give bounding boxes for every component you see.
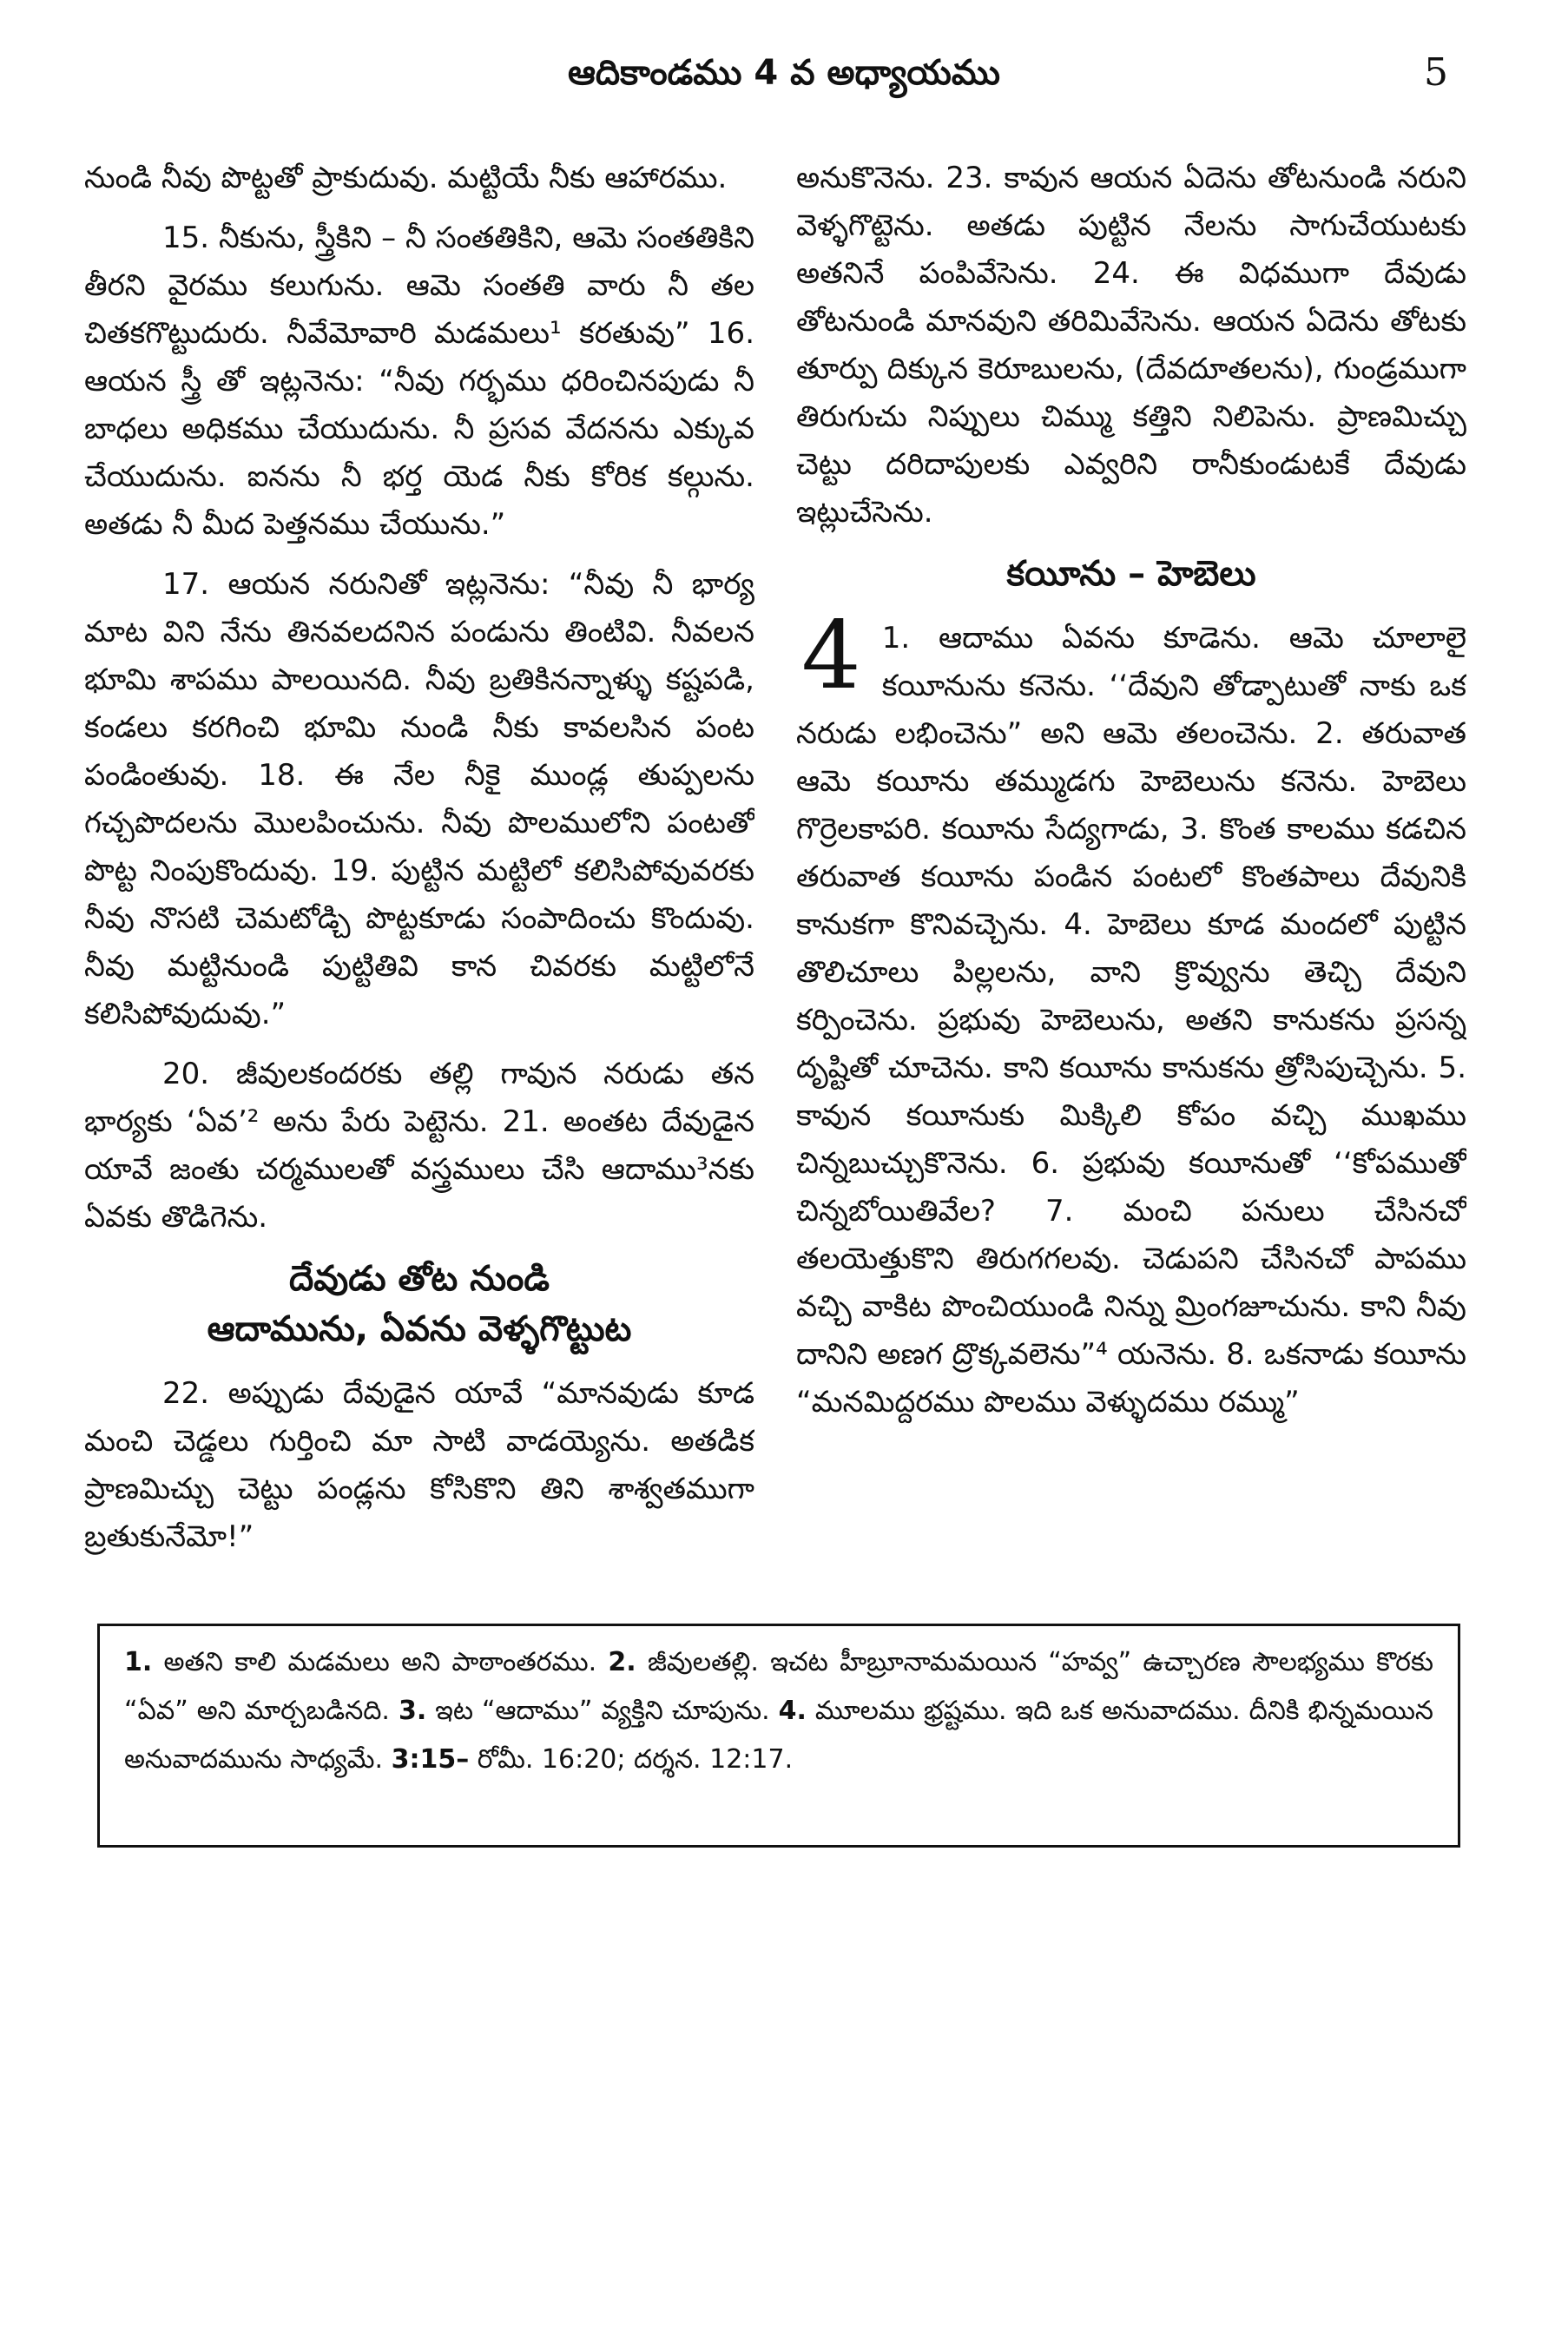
footnote-text: మూలము భ్రష్టము. ఇది ఒక అనువాదము. దీనికి భిన్నమయిన అనువాదమును సాధ్యమే. xyxy=(124,1696,1433,1775)
page-title: ఆదికాండము 4 వ అధ్యాయము xyxy=(567,53,1000,93)
section-heading-line: దేవుడు తోట నుండి xyxy=(289,1259,550,1299)
paragraph: 20. జీవులకందరకు తల్లి గావున నరుడు తన భార్యకు ‘ఏవ’² అను పేరు పెట్టెను. 21. అంతట దేవుడైన యావే జంతు చర్మములతో వస్త్రములు చేసి ఆదాము³నకు ఏవకు తొడిగెను. xyxy=(84,1057,754,1235)
chapter-number: 4 xyxy=(801,602,861,710)
footnote-text: ఇట “ఆదాము” వ్యక్తిని చూపును. xyxy=(426,1696,779,1726)
cross-reference-text: రోమీ. 16:20; దర్శన. 12:17. xyxy=(469,1744,794,1775)
right-column xyxy=(796,155,1466,1596)
footnote-text: అతని కాలి మడమలు అని పాఠాంతరము. xyxy=(152,1647,609,1677)
paragraph: నుండి నీవు పొట్టతో ప్రాకుదువు. మట్టియే నీకు ఆహారము. xyxy=(84,161,728,195)
cross-reference-label: 3:15– xyxy=(391,1744,470,1775)
blank-bottom-area xyxy=(0,1867,1568,2352)
footnotes-text xyxy=(124,1638,1433,1784)
left-column xyxy=(84,155,754,1596)
section-heading: కయీను – హెబెలు xyxy=(1006,554,1256,594)
page-number: 5 xyxy=(1424,50,1448,95)
paragraph: 22. అప్పుడు దేవుడైన యావే “మానవుడు కూడ మంచి చెడ్డలు గుర్తించి మా సాటి వాడయ్యెను. అతడిక ప్రాణమిచ్చు చెట్టు పండ్లను కోసికొని తిని శాశ్వతముగా బ్రతుకునేమో!” xyxy=(84,1376,754,1554)
chapter-block xyxy=(796,602,1466,1426)
footnote-text: జీవులతల్లి. ఇచట హీబ్రూనామమయిన “హవ్వ” ఉచ్చారణ సౌలభ్యము కొరకు “ఏవ” అని మార్చబడినది. xyxy=(124,1647,1433,1726)
footnote-number: 3. xyxy=(398,1696,427,1726)
footnote-number: 4. xyxy=(778,1696,807,1726)
running-head xyxy=(0,38,1568,116)
paragraph: అనుకొనెను. 23. కావున ఆయన ఏదెను తోటనుండి నరుని వెళ్ళగొట్టెను. అతడు పుట్టిన నేలను సాగుచేయుటకు అతనినే పంపివేసెను. 24. ఈ విధముగా దేవుడు తోటనుండి మానవుని తరిమివేసెను. ఆయన ఏదెను తోటకు తూర్పు దిక్కున కెరూబులను, (దేవదూతలను), గుండ్రముగా తిరుగుచు నిప్పులు చిమ్ము కత్తిని నిలిపెను. ప్రాణమిచ్చు చెట్టు దరిదాపులకు ఎవ్వరిని రానీకుండుటకే దేవుడు ఇట్లుచేసెను. xyxy=(796,161,1466,530)
paragraph: 15. నీకును, స్త్రీకిని – నీ సంతతికిని, ఆమె సంతతికిని తీరని వైరము కలుగును. ఆమె సంతతి వారు నీ తల చితకగొట్టుదురు. నీవేమోవారి మడమలు¹ కరతువు” 16. ఆయన స్త్రీ తో ఇట్లనెను: “నీవు గర్భము ధరించినపుడు నీ బాధలు అధికము చేయుదును. నీ ప్రసవ వేదనను ఎక్కువ చేయుదును. ఐనను నీ భర్త యెడ నీకు కోరిక కల్గును. అతడు నీ మీద పెత్తనము చేయును.” xyxy=(84,221,754,542)
footnote-number: 2. xyxy=(608,1647,636,1677)
footnotes-box xyxy=(97,1624,1460,1848)
paragraph: 1. ఆదాము ఏవను కూడెను. ఆమె చూలాలై కయీనును కనెను. ‘‘దేవుని తోడ్పాటుతో నాకు ఒక నరుడు లభించెను” అని ఆమె తలంచెను. 2. తరువాత ఆమె కయీను తమ్ముడగు హెబెలును కనెను. హెబెలు గొర్రెలకాపరి. కయీను సేద్యగాడు, 3. కొంత కాలము కడచిన తరువాత కయీను పండిన పంటలో కొంతపాలు దేవునికి కానుకగా కొనివచ్చెను. 4. హెబెలు కూడ మందలో పుట్టిన తొలిచూలు పిల్లలను, వాని క్రొవ్వును తెచ్చి దేవుని కర్పించెను. ప్రభువు హెబెలును, అతని కానుకను ప్రసన్న దృష్టితో చూచెను. కాని కయీను కానుకను త్రోసిపుచ్చెను. 5. కావున కయీనుకు మిక్కిలి కోపం వచ్చి ముఖము చిన్నబుచ్చుకొనెను. 6. ప్రభువు కయీనుతో ‘‘కోపముతో చిన్నబోయితివేల? 7. మంచి పనులు చేసినచో తలయెత్తుకొని తిరుగగలవు. చెడుపని చేసినచో పాపము వచ్చి వాకిట పొంచియుండి నిన్ను మ్రింగజూచును. కాని నీవు దానిని అణగ ద్రొక్కవలెను”⁴ యనెను. 8. ఒకనాడు కయీను “మనమిద్దరము పొలము వెళ్ళుదము రమ్ము” xyxy=(796,621,1466,1420)
section-heading xyxy=(84,1254,754,1354)
paragraph: 17. ఆయన నరునితో ఇట్లనెను: “నీవు నీ భార్య మాట విని నేను తినవలదనిన పండును తింటివి. నీవలన భూమి శాపము పాలయినది. నీవు బ్రతికినన్నాళ్ళు కష్టపడి, కండలు కరగించి భూమి నుండి నీకు కావలసిన పంట పండింతువు. 18. ఈ నేల నీకై ముండ్ల తుప్పలను గచ్చపొదలను మొలపించును. నీవు పొలములోని పంటతో పొట్ట నింపుకొందువు. 19. పుట్టిన మట్టిలో కలిసిపోవువరకు నీవు నొసటి చెమటోడ్చి పొట్టకూడు సంపాదించు కొందువు. నీవు మట్టినుండి పుట్టితివి కాన చివరకు మట్టిలోనే కలిసిపోవుదువు.” xyxy=(84,567,754,1031)
section-heading-line: ఆదామును, ఏవను వెళ్ళగొట్టుట xyxy=(207,1309,632,1349)
footnote-number: 1. xyxy=(124,1647,153,1677)
